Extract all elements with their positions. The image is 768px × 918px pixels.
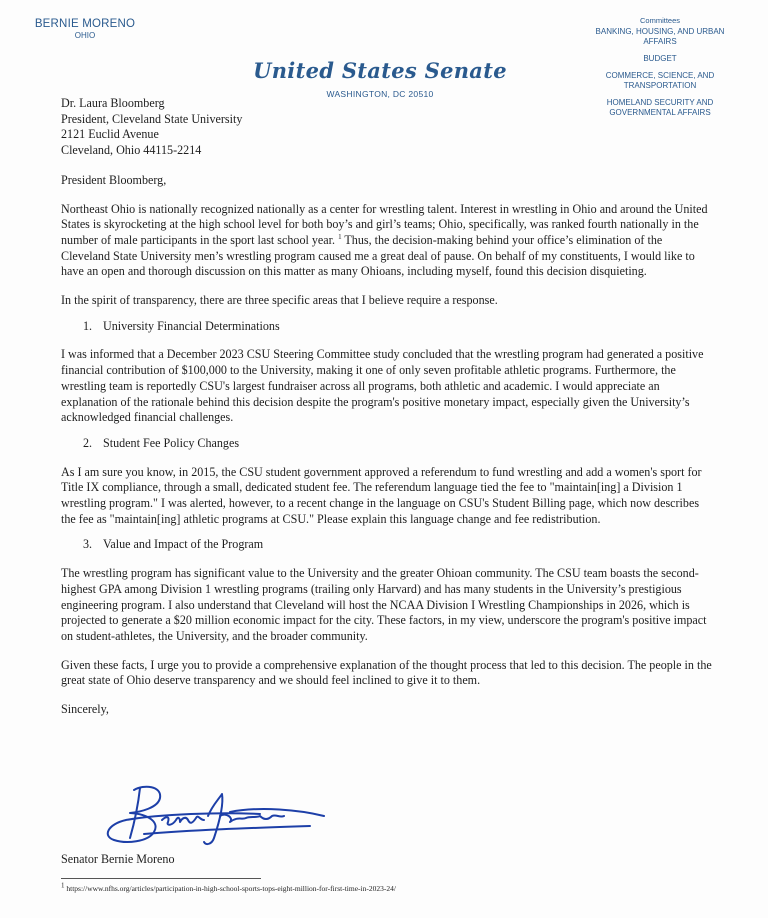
section-number: 2.	[83, 435, 93, 450]
conclusion-paragraph: Given these facts, I urge you to provide a comprehensive explanation of the thought process that led to this decision. The people in the great state of Ohio deserve transparency and we should feel inclined to give it to them.	[61, 657, 712, 688]
committee-item: COMMERCE, SCIENCE, AND TRANSPORTATION	[605, 71, 715, 90]
senate-letterhead	[230, 58, 530, 99]
signature-name: Senator Bernie Moreno	[61, 852, 175, 866]
salutation: President Bloomberg,	[61, 172, 167, 187]
section-title: Value and Impact of the Program	[103, 537, 264, 552]
senate-title: United States Senate	[253, 58, 507, 83]
intro-text: Northeast Ohio is nationally recognized nationally as a center for wrestling talent. Interest in wrestling in Ohio and around the United States is skyrocketing at the high school level for both boy’s and girl’s teams; Ohio, specifically, was ranked fourth nationally in the number of male participants in the sport last school year.	[61, 201, 708, 247]
senator-state: OHIO	[74, 31, 96, 40]
footnote-divider	[61, 878, 261, 879]
footnote-mark: 1	[61, 881, 65, 890]
recipient-line: Dr. Laura Bloomberg	[61, 96, 165, 110]
recipient-line: Cleveland, Ohio 44115-2214	[61, 143, 202, 158]
letter-body	[61, 96, 713, 718]
handwritten-signature	[100, 776, 340, 856]
senator-letterhead	[30, 18, 140, 40]
committee-item: HOMELAND SECURITY AND GOVERNMENTAL AFFAIRS	[606, 98, 714, 117]
recipient-address	[61, 96, 713, 159]
senate-address: WASHINGTON, DC 20510	[326, 89, 434, 99]
recipient-line: 2121 Euclid Avenue	[61, 127, 159, 142]
transparency-paragraph: In the spirit of transparency, there are three specific areas that I believe require a response.	[61, 293, 498, 308]
committee-item: BUDGET	[643, 54, 677, 63]
section-title: Student Fee Policy Changes	[103, 435, 240, 450]
committee-item: BANKING, HOUSING, AND URBAN AFFAIRS	[595, 27, 725, 46]
recipient-line: President, Cleveland State University	[61, 111, 243, 126]
committees-heading: Committees	[639, 16, 680, 25]
footnote	[61, 881, 396, 893]
senator-name: BERNIE MORENO	[34, 18, 136, 30]
section-heading	[61, 436, 713, 452]
section-heading	[61, 537, 713, 553]
footnote-reference: 1	[338, 232, 342, 241]
footnote-url: https://www.nfhs.org/articles/participation-in-high-school-sports-tops-eight-million-for-first-time-in-2023-24/	[66, 884, 396, 893]
section-number: 3.	[83, 537, 93, 552]
intro-text-continued: Thus, the decision-making behind your office’s elimination of the Cleveland State University men’s wrestling program caused me a great deal of pause. On behalf of my constituents, I would like to have an open and thorough discussion on this matter as many Ohioans, including myself, found this decision disquieting.	[61, 232, 695, 279]
section-heading	[61, 319, 713, 335]
section-number: 1.	[83, 318, 93, 333]
section-paragraph: I was informed that a December 2023 CSU Steering Committee study concluded that the wrestling program had generated a positive financial contribution of $100,000 to the University, making it one of only seven profitable athletic programs. Furthermore, the wrestling team is reportedly CSU's largest fundraiser across all programs, both athletic and academic. I would appreciate an explanation of the rationale behind this decision despite the program's positive monetary impact, especially given the University’s acknowledged financial challenges.	[61, 347, 704, 425]
section-paragraph: As I am sure you know, in 2015, the CSU student government approved a referendum to fund wrestling and add a women's sport for Title IX compliance, through a small, dedicated student fee. The referendum language tied the fee to "maintain[ing] a Division 1 wrestling program." I was alerted, however, to a recent change in the language on CSU's Student Billing page, which now describes the fee as "maintain[ing] athletic programs at CSU." Please explain this language change and fee redistribution.	[61, 464, 702, 526]
section-title: University Financial Determinations	[103, 318, 280, 333]
closing: Sincerely,	[61, 702, 109, 717]
section-paragraph: The wrestling program has significant value to the University and the greater Ohioan community. The CSU team boasts the second-highest GPA among Division 1 wrestling programs (trailing only Harvard) and has many students in the University’s prestigious engineering program. I also understand that Cleveland will host the NCAA Division I Wrestling Championships in 2026, which is projected to generate a $20 million economic impact for the city. These factors, in my view, underscore the program's positive impact on student-athletes, the University, and the broader community.	[61, 566, 707, 643]
intro-paragraph	[61, 202, 713, 281]
